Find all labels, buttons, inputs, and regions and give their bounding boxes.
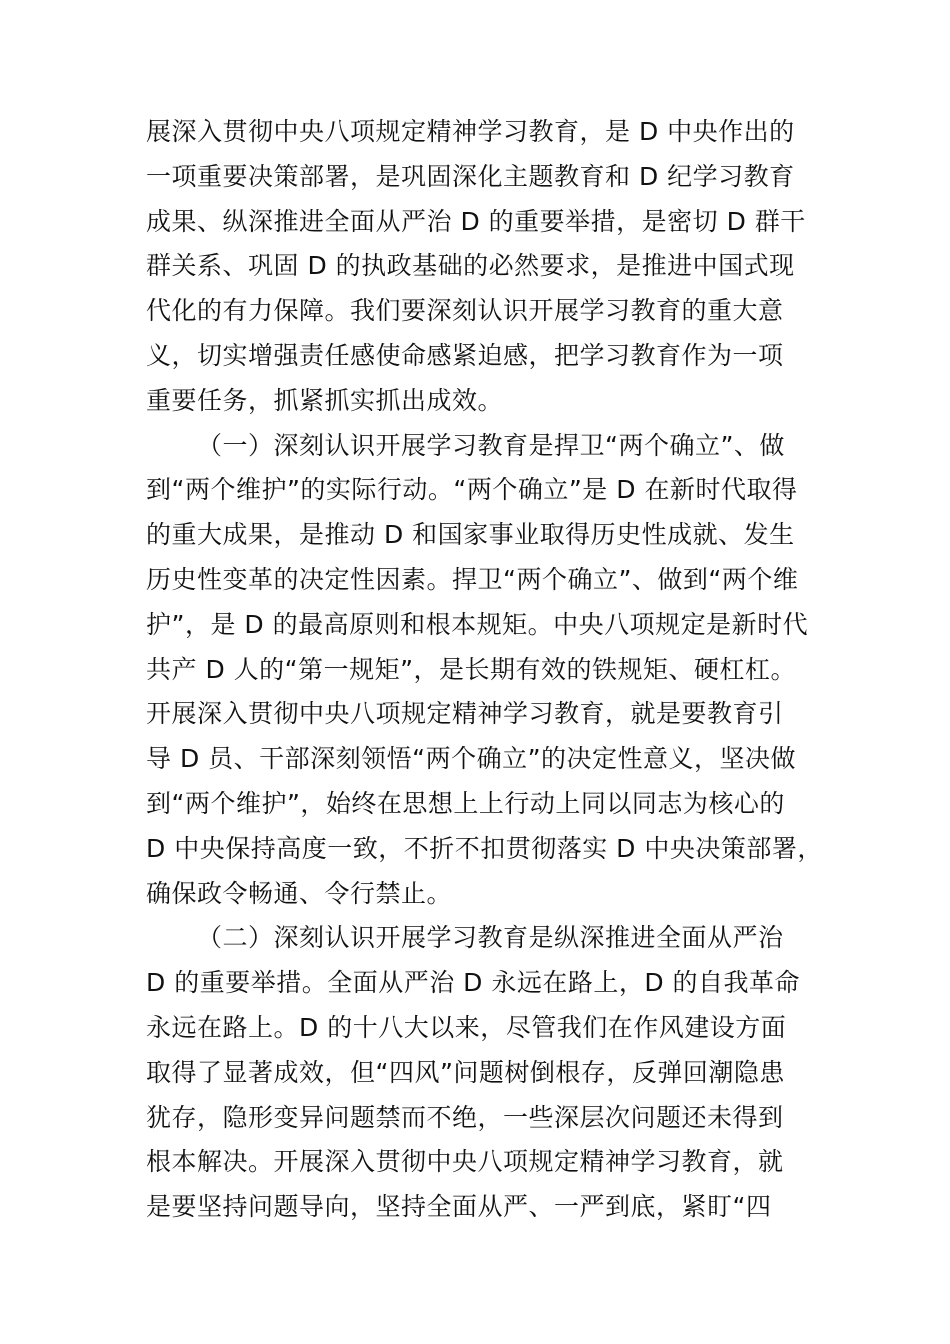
text-line: 确保政令畅通、令行禁止。 <box>146 878 453 908</box>
text-line: 取得了显著成效，但“四风”问题树倒根存，反弹回潮隐患 <box>146 1057 785 1087</box>
body-text <box>146 110 836 1230</box>
text-line: 的重大成果，是推动 D 和国家事业取得历史性成就、发生 <box>146 520 795 550</box>
text-line: 群关系、巩固 D 的执政基础的必然要求，是推进中国式现 <box>146 251 795 281</box>
text-line: 开展深入贯彻中央八项规定精神学习教育，就是要教育引 <box>146 699 784 729</box>
text-line: 根本解决。开展深入贯彻中央八项规定精神学习教育，就 <box>146 1147 784 1177</box>
text-line: 一项重要决策部署，是巩固深化主题教育和 D 纪学习教育 <box>146 161 795 191</box>
text-line: 导 D 员、干部深刻领悟“两个确立”的决定性意义，坚决做 <box>146 744 797 774</box>
text-line: （二）深刻认识开展学习教育是纵深推进全面从严治 <box>197 923 784 953</box>
text-line: 义，切实增强责任感使命感紧迫感，把学习教育作为一项 <box>146 340 784 370</box>
text-line: 犹存，隐形变异问题禁而不绝，一些深层次问题还未得到 <box>146 1102 784 1132</box>
text-line: 永远在路上。D 的十八大以来，尽管我们在作风建设方面 <box>146 1012 787 1042</box>
text-line: 共产 D 人的“第一规矩”，是长期有效的铁规矩、硬杠杠。 <box>146 654 797 684</box>
text-line: D 中央保持高度一致，不折不扣贯彻落实 D 中央决策部署， <box>146 833 823 863</box>
text-line: （一）深刻认识开展学习教育是捍卫“两个确立”、做 <box>197 430 785 460</box>
text-line: 到“两个维护”，始终在思想上上行动上同以同志为核心的 <box>146 788 785 818</box>
text-line: 代化的有力保障。我们要深刻认识开展学习教育的重大意 <box>146 296 784 326</box>
text-line: 重要任务，抓紧抓实抓出成效。 <box>146 385 504 415</box>
text-line: 到“两个维护”的实际行动。“两个确立”是 D 在新时代取得 <box>146 475 798 505</box>
text-line: 成果、纵深推进全面从严治 D 的重要举措，是密切 D 群干 <box>146 206 806 236</box>
text-line: D 的重要举措。全面从严治 D 永远在路上，D 的自我革命 <box>146 968 801 998</box>
text-line: 展深入贯彻中央八项规定精神学习教育，是 D 中央作出的 <box>146 117 795 146</box>
text-line: 是要坚持问题导向，坚持全面从严、一严到底，紧盯“四 <box>146 1192 772 1222</box>
text-line: 历史性变革的决定性因素。捍卫“两个确立”、做到“两个维 <box>146 564 799 594</box>
text-line: 护”，是 D 的最高原则和根本规矩。中央八项规定是新时代 <box>146 609 809 639</box>
